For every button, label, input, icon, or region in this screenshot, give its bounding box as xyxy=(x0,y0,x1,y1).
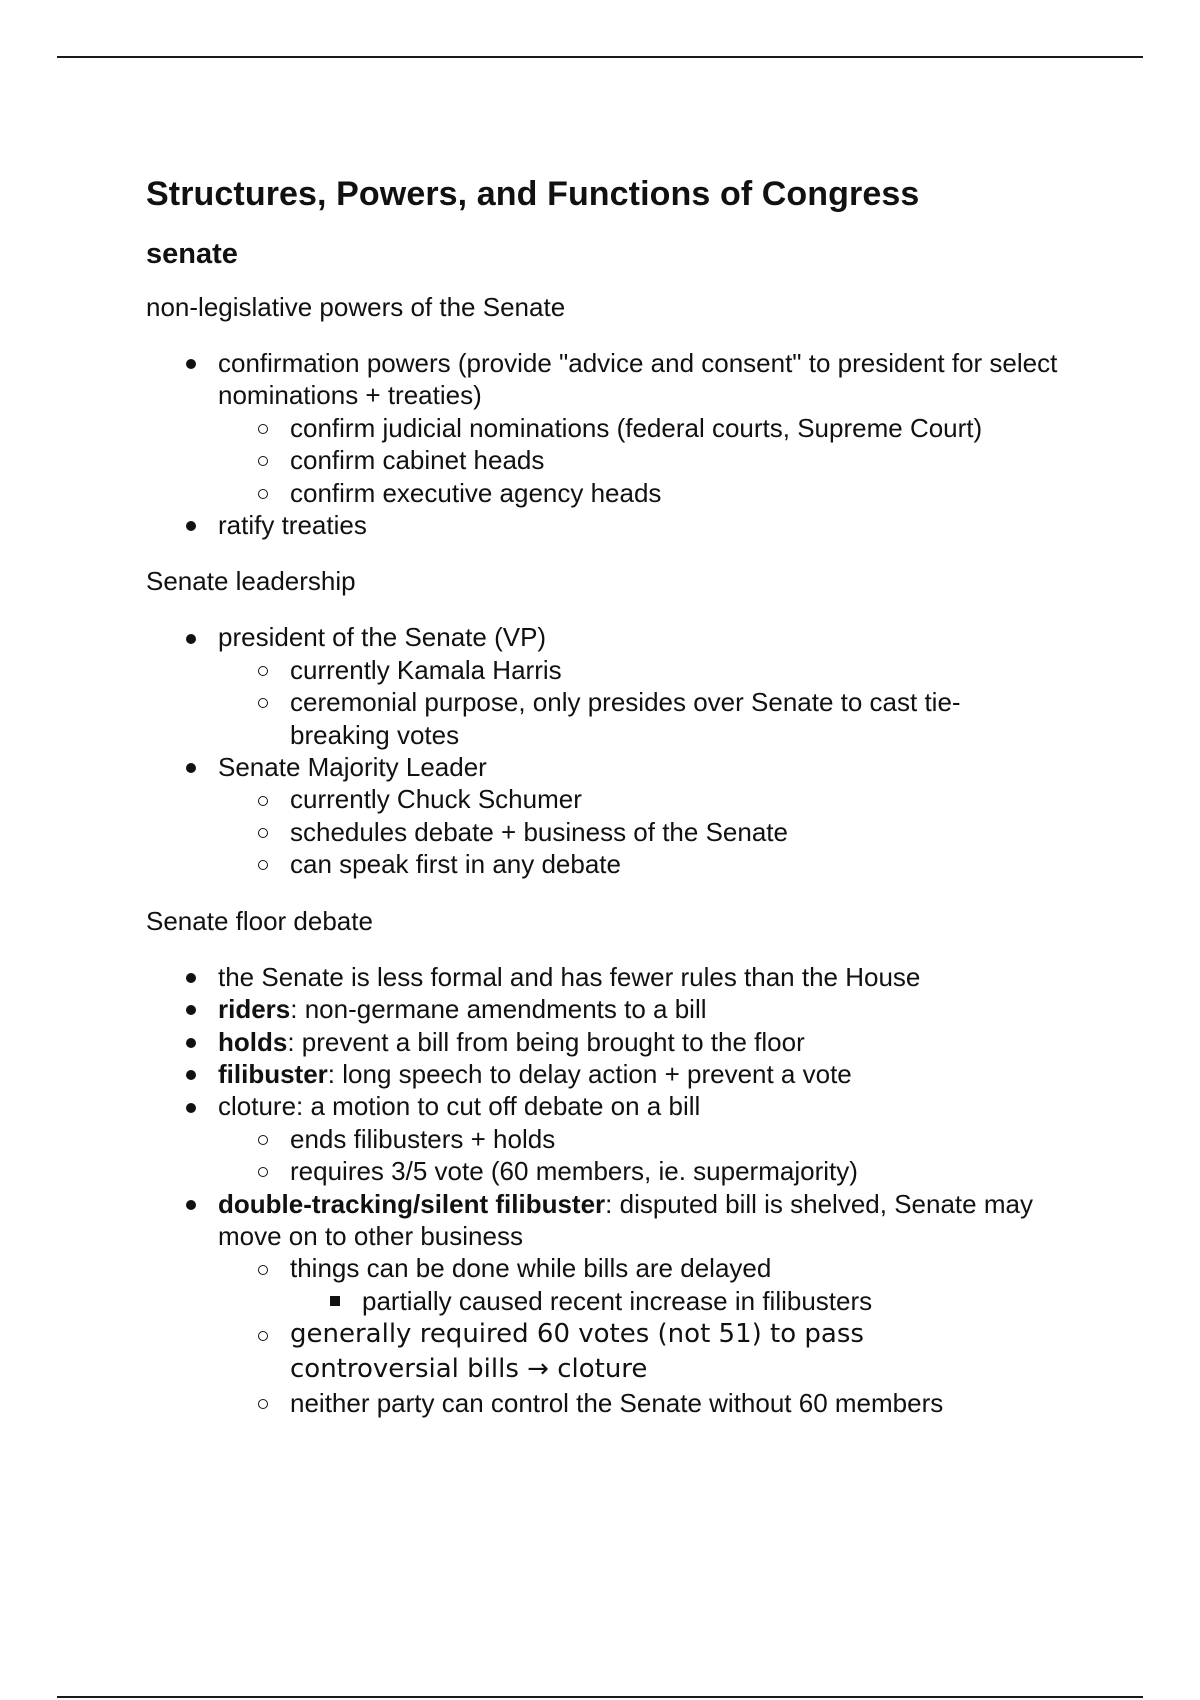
list-item-text: requires 3/5 vote (60 members, ie. supermajority) xyxy=(290,1156,858,1187)
list-item-text: currently Kamala Harris xyxy=(290,654,562,685)
bullet-circle-icon xyxy=(253,1155,273,1187)
list-item-text: generally required 60 votes (not 51) to pass controversial bills → cloture xyxy=(290,1319,864,1385)
subsection-heading-floor-debate: Senate floor debate xyxy=(146,905,373,936)
bottom-rule xyxy=(57,1696,1143,1698)
bullet-dot-icon xyxy=(181,1188,201,1220)
term-double-tracking: double-tracking/silent filibuster xyxy=(218,1188,606,1219)
list-item-text: confirm executive agency heads xyxy=(290,477,662,508)
list-item-text: ends filibusters + holds xyxy=(290,1123,556,1154)
subsection-heading-nonlegislative: non-legislative powers of the Senate xyxy=(146,292,566,322)
definition-text: : disputed bill is shelved, Senate may move on to other business xyxy=(218,1188,1033,1251)
list-item-text: confirm cabinet heads xyxy=(290,445,545,476)
list-item-text: confirm judicial nominations (federal courts, Supreme Court) xyxy=(290,412,983,443)
top-rule xyxy=(57,56,1143,58)
list-item-text: neither party can control the Senate without 60 members xyxy=(290,1388,944,1419)
bullet-dot-icon xyxy=(181,751,201,783)
bullet-circle-icon xyxy=(253,686,273,718)
list-item xyxy=(146,621,1066,751)
list-item xyxy=(146,347,1066,509)
bullet-circle-icon xyxy=(253,783,273,815)
list-item xyxy=(218,444,1066,476)
list-item xyxy=(146,1188,1066,1420)
list-item-text: currently Chuck Schumer xyxy=(290,784,582,815)
bullet-dot-icon xyxy=(181,621,201,653)
list-item xyxy=(146,1058,1066,1090)
list-item xyxy=(218,783,1066,815)
list-item xyxy=(218,816,1066,848)
subsection-heading-leadership: Senate leadership xyxy=(146,566,356,597)
term-filibuster: filibuster xyxy=(218,1058,328,1089)
section-heading: senate xyxy=(146,238,238,270)
sub-sub-list xyxy=(290,1285,1066,1317)
sub-list xyxy=(218,654,1066,751)
bullet-circle-icon xyxy=(253,816,273,848)
document-body xyxy=(146,168,1066,1420)
bullet-dot-icon xyxy=(181,1090,201,1122)
list-item xyxy=(218,848,1066,880)
list-item-text: confirmation powers (provide "advice and consent" to president for select nominations + treaties) xyxy=(218,348,1058,411)
list-item xyxy=(146,1026,1066,1058)
definition-text: : non-germane amendments to a bill xyxy=(290,994,707,1025)
list-item xyxy=(218,1123,1066,1155)
bullet-circle-icon xyxy=(253,412,273,444)
bullet-circle-icon xyxy=(253,477,273,509)
bullet-circle-icon xyxy=(253,1123,273,1155)
list-item xyxy=(218,654,1066,686)
definition-text: : prevent a bill from being brought to the floor xyxy=(287,1026,805,1057)
list-item-text: schedules debate + business of the Senate xyxy=(290,816,788,847)
list-item xyxy=(146,509,1066,541)
bullet-circle-icon xyxy=(253,1317,273,1352)
term-riders: riders xyxy=(218,994,291,1025)
bullet-list xyxy=(146,347,1066,541)
bullet-list xyxy=(146,621,1066,880)
sub-list xyxy=(218,412,1066,509)
list-item xyxy=(218,1252,1066,1317)
bullet-circle-icon xyxy=(253,1252,273,1284)
list-item xyxy=(218,412,1066,444)
page-title: Structures, Powers, and Functions of Congress xyxy=(146,175,920,213)
list-item-text: ceremonial purpose, only presides over Senate to cast tie-breaking votes xyxy=(290,687,961,750)
sub-list xyxy=(218,783,1066,880)
definition-text: : long speech to delay action + prevent a vote xyxy=(327,1058,852,1089)
list-item xyxy=(218,1387,1066,1419)
bullet-dot-icon xyxy=(181,509,201,541)
list-item-text: ratify treaties xyxy=(218,510,367,541)
list-item xyxy=(218,1317,1066,1387)
bullet-list xyxy=(146,961,1066,1420)
list-item-text: Senate Majority Leader xyxy=(218,752,487,783)
bullet-circle-icon xyxy=(253,1387,273,1419)
bullet-circle-icon xyxy=(253,848,273,880)
list-item xyxy=(218,477,1066,509)
term-holds: holds xyxy=(218,1026,288,1057)
list-item-text: president of the Senate (VP) xyxy=(218,622,547,653)
sub-list xyxy=(218,1252,1066,1419)
list-item xyxy=(146,1090,1066,1187)
bullet-dot-icon xyxy=(181,1026,201,1058)
bullet-square-icon xyxy=(325,1285,345,1317)
list-item-text: the Senate is less formal and has fewer rules than the House xyxy=(218,961,921,992)
list-item xyxy=(146,751,1066,881)
list-item xyxy=(218,686,1066,751)
list-item-text: partially caused recent increase in filibusters xyxy=(362,1285,873,1316)
list-item-text: can speak first in any debate xyxy=(290,849,621,880)
list-item xyxy=(218,1155,1066,1187)
bullet-circle-icon xyxy=(253,654,273,686)
bullet-dot-icon xyxy=(181,347,201,379)
list-item-text: cloture: a motion to cut off debate on a bill xyxy=(218,1091,701,1122)
list-item xyxy=(146,993,1066,1025)
bullet-dot-icon xyxy=(181,961,201,993)
sub-list xyxy=(218,1123,1066,1188)
list-item-text: things can be done while bills are delayed xyxy=(290,1253,772,1284)
bullet-dot-icon xyxy=(181,1058,201,1090)
list-item xyxy=(146,961,1066,993)
bullet-dot-icon xyxy=(181,993,201,1025)
bullet-circle-icon xyxy=(253,444,273,476)
list-item xyxy=(290,1285,1066,1317)
